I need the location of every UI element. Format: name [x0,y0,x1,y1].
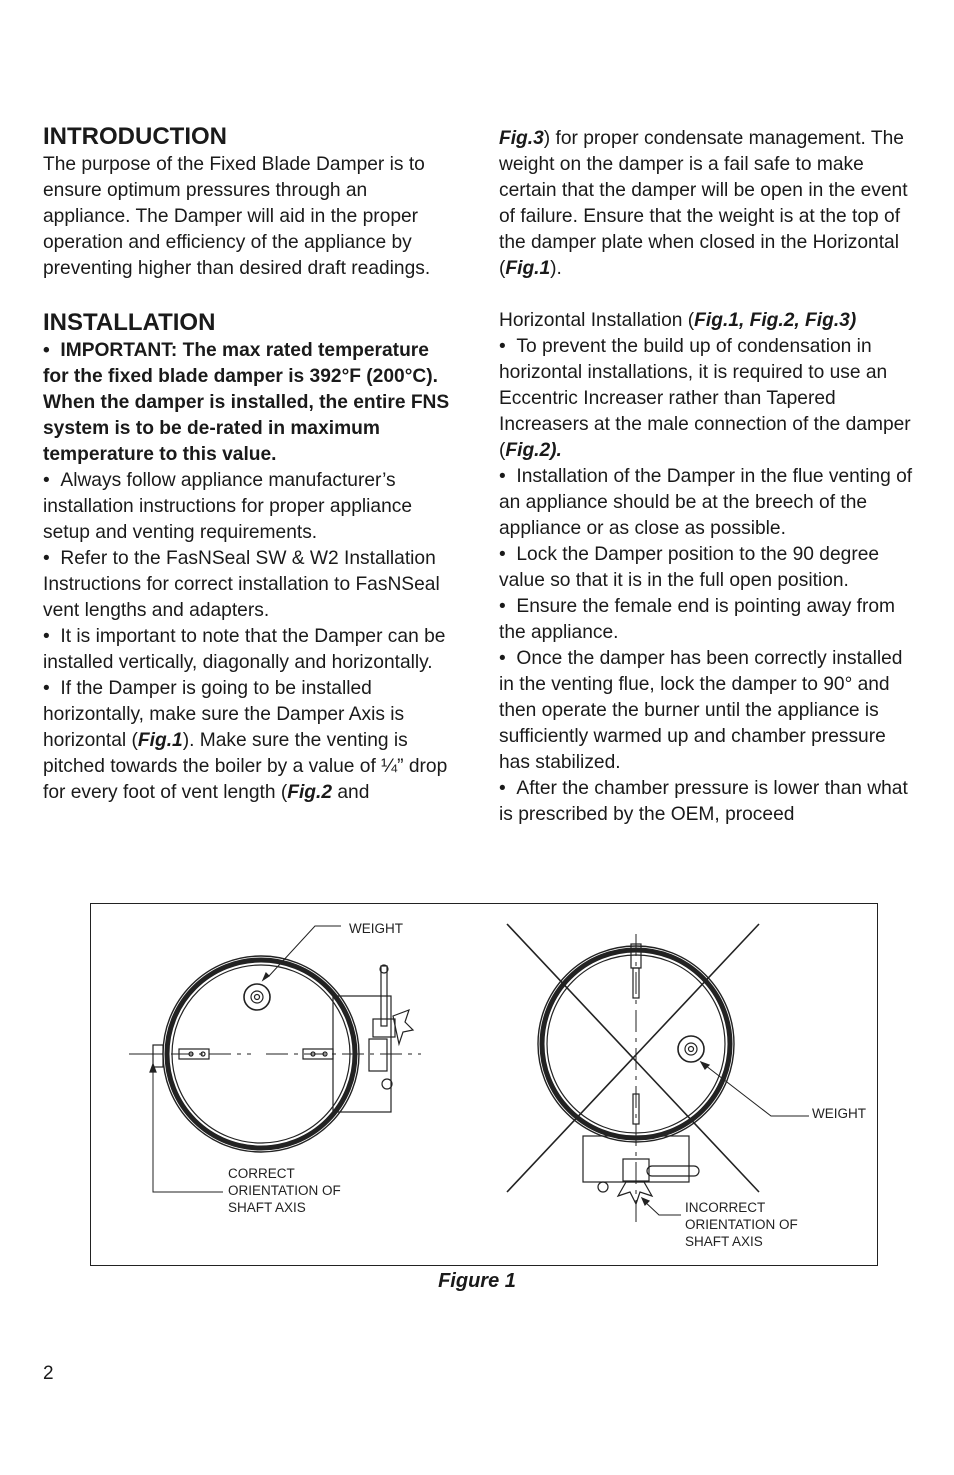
correct-label-line1: CORRECT [228,1166,295,1181]
bullet-refer-instructions: • Refer to the FasNSeal SW & W2 Installation Instructions for correct installation to FasNSeal vent lengths and adapters. [43,546,453,624]
correct-label-line3: SHAFT AXIS [228,1200,306,1215]
introduction-heading: INTRODUCTION [43,123,227,150]
installation-heading: INSTALLATION [43,309,216,336]
incorrect-orientation-label [685,1199,798,1250]
right-weight-label: WEIGHT [812,1106,866,1121]
continued-paragraph [499,126,919,282]
horizontal-label-text: Horizontal Installation ( [499,310,695,331]
horizontal-text-a: If the Damper is going to be installed horizontally, make sure the Damper Axis is horizontal ( [43,678,405,751]
right-column [499,126,919,828]
fig1-reference: Fig.1 [137,730,183,751]
fig1-reference-right: Fig.1 [505,258,551,279]
fig3-reference: Fig.3 [499,128,544,149]
correct-label-line2: ORIENTATION OF [228,1183,341,1198]
horizontal-installation-label [499,308,919,334]
fig2-reference-right: Fig.2). [505,440,562,461]
bullet-horizontal-install [43,676,453,806]
bullet-install-orientations: • It is important to note that the Damper can be installed vertically, diagonally and horizontally. [43,624,453,676]
left-column [43,122,453,806]
bullet-female-end: • Ensure the female end is pointing away from the appliance. [499,594,919,646]
bullet-condensation [499,334,919,464]
bullet-lock-position: • Lock the Damper position to the 90 degree value so that it is in the full open position. [499,542,919,594]
incorrect-label-line2: ORIENTATION OF [685,1217,798,1232]
continued-text-a: ) for proper condensate management. The weight on the damper is a fail safe to make certain that the damper will be open in the event of failure. Ensure that the weight is at the top of the damper plate when closed in the Horizontal ( [499,128,908,279]
figure-1-box [90,903,878,1266]
bullet-once-installed: • Once the damper has been correctly installed in the venting flue, lock the damper to 90° and then operate the burner until the appliance is sufficiently warmed up and chamber pressure has stabilized. [499,646,919,776]
incorrect-label-line3: SHAFT AXIS [685,1234,763,1249]
horizontal-text-b: ). Make sure the venting is pitched towards the boiler by a value of ¼” drop for every foot of vent length ( [43,730,448,803]
figure-caption: Figure 1 [438,1270,516,1292]
important-warning: • IMPORTANT: The max rated temperature for the fixed blade damper is 392°F (200°C). When the damper is installed, the entire FNS system is to be de-rated in maximum temperature to this value. [43,338,453,468]
horizontal-fig-refs: Fig.1, Fig.2, Fig.3) [694,310,857,331]
bullet-breech: • Installation of the Damper in the flue venting of an appliance should be at the breech of the appliance or as close as possible. [499,464,919,542]
condensation-text: To prevent the build up of condensation in horizontal installations, it is required to use an Eccentric Increaser rather than Tapered Increasers at the male connection of the damper ( [499,336,911,461]
bullet-after-pressure: • After the chamber pressure is lower than what is prescribed by the OEM, proceed [499,776,919,828]
correct-damper-drawing [129,926,421,1192]
introduction-text: The purpose of the Fixed Blade Damper is to ensure optimum pressures through an appliance. The Damper will aid in the proper operation and efficiency of the appliance by preventing higher than desired draft readings. [43,154,431,279]
incorrect-damper-drawing [507,924,809,1224]
page-number: 2 [43,1363,54,1384]
fig2-reference: Fig.2 [287,782,333,803]
bullet-follow-manufacturer: • Always follow appliance manufacturer’s installation instructions for proper appliance setup and venting requirements. [43,468,453,546]
continued-text-b: ). [550,258,562,279]
horizontal-text-c: and [332,782,370,803]
correct-orientation-label [228,1165,341,1216]
left-weight-label: WEIGHT [349,921,403,936]
incorrect-label-line1: INCORRECT [685,1200,766,1215]
